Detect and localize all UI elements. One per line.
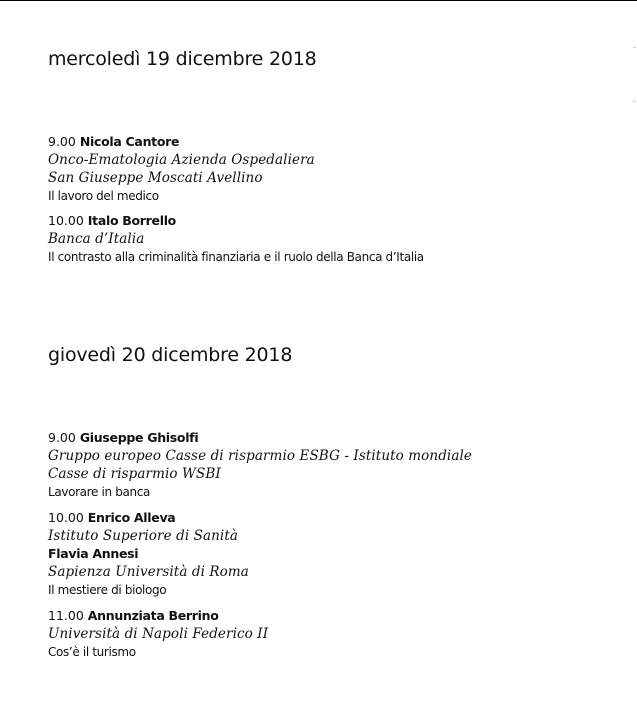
session-topic: Cos’è il turismo [48, 645, 136, 659]
edge-mark [633, 101, 636, 102]
session-day2-1 [48, 429, 628, 501]
top-border [0, 0, 637, 1]
affiliation-line: Gruppo europeo Casse di risparmio ESBG - Istituto mondiale [48, 448, 473, 464]
speaker-name: Italo Borrello [87, 213, 176, 228]
time-speaker-line [48, 545, 628, 563]
time-speaker-line [48, 429, 628, 447]
speaker-name: Annunziata Berrino [87, 608, 219, 623]
affiliation-line: Onco-Ematologia Azienda Ospedaliera [48, 152, 315, 168]
session-topic: Lavorare in banca [48, 485, 150, 499]
affiliation-line: Casse di risparmio WSBI [48, 466, 221, 482]
session-day1-2 [48, 212, 628, 266]
time-speaker-line [48, 607, 628, 625]
day-heading-2: giovedì 20 dicembre 2018 [48, 344, 293, 366]
session-time: 9.00 [48, 430, 76, 445]
session-topic: Il contrasto alla criminalità finanziaria e il ruolo della Banca d’Italia [48, 250, 424, 264]
time-speaker-line [48, 509, 628, 527]
speaker-name: Nicola Cantore [79, 134, 180, 149]
affiliation-line: Università di Napoli Federico II [48, 626, 269, 642]
session-time: 10.00 [48, 510, 84, 525]
affiliation-line: Sapienza Università di Roma [48, 564, 249, 580]
session-time: 9.00 [48, 134, 76, 149]
session-topic: Il mestiere di biologo [48, 583, 167, 597]
time-speaker-line [48, 133, 628, 151]
session-day2-3 [48, 607, 628, 661]
affiliation-line: Banca d’Italia [48, 231, 145, 247]
time-speaker-line [48, 212, 628, 230]
affiliation-line: Istituto Superiore di Sanità [48, 528, 239, 544]
session-day2-2 [48, 509, 628, 599]
edge-mark [633, 47, 636, 48]
affiliation-line: San Giuseppe Moscati Avellino [48, 170, 263, 186]
session-time: 10.00 [48, 213, 84, 228]
speaker-name: Giuseppe Ghisolfi [79, 430, 199, 445]
session-time: 11.00 [48, 608, 84, 623]
session-topic: Il lavoro del medico [48, 189, 159, 203]
second-speaker-name: Flavia Annesi [48, 546, 139, 561]
day-heading-1: mercoledì 19 dicembre 2018 [48, 48, 317, 70]
speaker-name: Enrico Alleva [87, 510, 176, 525]
session-day1-1 [48, 133, 628, 205]
